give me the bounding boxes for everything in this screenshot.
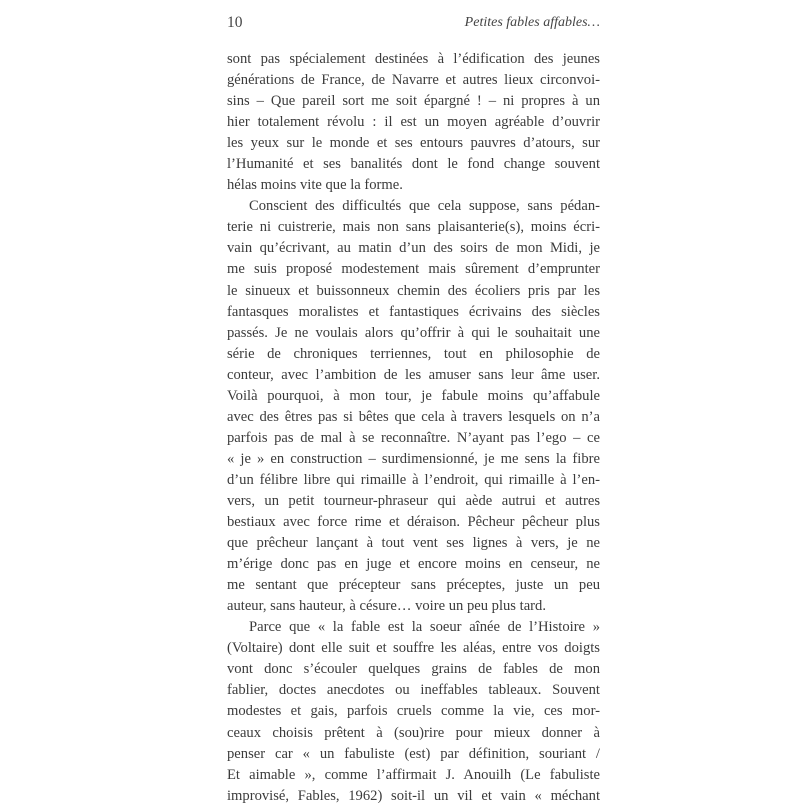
text-line: fablier, doctes anecdotes ou ineffables tableaux. Souvent [227, 682, 600, 699]
paragraph [227, 49, 600, 196]
text-line: générations de France, de Navarre et autres lieux circonvoi- [227, 72, 600, 89]
text-line: m’érige donc pas en juge et encore moins en censeur, ne [227, 556, 600, 573]
text-line: vers, un petit tourneur-phraseur qui aède autrui et autres [227, 492, 600, 509]
text-line: penser car « un fabuliste (est) par définition, souriant / [227, 745, 600, 762]
text-line: d’un félibre libre qui rimaille à l’endroit, qui rimaille à l’en- [227, 471, 600, 488]
text-line: avec des êtres pas si bêtes que cela à travers lesquels on n’a [227, 408, 600, 425]
text-line: que prêcheur lançant à tout vent ses lignes à vers, je ne [227, 535, 600, 552]
page-number: 10 [227, 14, 243, 31]
text-line: ceaux choisis prêtent à (sou)rire pour mieux donner à [227, 724, 600, 741]
text-line: « je » en construction – surdimensionné, je me sens la fibre [227, 450, 600, 467]
text-line: conteur, avec l’ambition de les amuser sans leur âme user. [227, 366, 600, 383]
text-line: sont pas spécialement destinées à l’édification des jeunes [227, 51, 600, 67]
text-line: parfois pas de mal à se reconnaître. N’ayant pas l’ego – ce [227, 429, 600, 446]
text-line: Conscient des difficultés que cela suppose, sans pédan- [249, 198, 600, 215]
text-line: vont donc s’écouler quelques grains de fables de mon [227, 661, 600, 678]
text-line: vain qu’écrivant, au matin d’un des soirs de mon Midi, je [227, 240, 600, 257]
running-head [227, 14, 600, 36]
text-line: bestiaux avec force rime et déraison. Pêcheur pêcheur plus [227, 514, 600, 531]
paragraph [227, 617, 600, 806]
paragraph [227, 196, 600, 617]
text-line: me sentant que précepteur sans préceptes, juste un peu [227, 577, 600, 594]
text-line: sins – Que pareil sort me soit épargné ! – ni propres à un [227, 93, 600, 110]
text-line: l’Humanité et ses banalités dont le fond change souvent [227, 156, 600, 173]
text-line: modestes et gais, parfois cruels comme la vie, ces mor- [227, 703, 600, 720]
text-line: hier totalement révolu : il est un moyen agréable d’ouvrir [227, 114, 600, 131]
body-text [227, 49, 600, 807]
running-title: Petites fables affables… [464, 15, 600, 30]
text-line: série de chroniques terriennes, tout en philosophie de [227, 345, 600, 362]
text-line: (Voltaire) dont elle suit et souffre les aléas, entre vos doigts [227, 640, 600, 657]
text-line: me suis proposé modestement mais sûrement d’emprunter [227, 261, 600, 278]
text-line: le sinueux et buissonneux chemin des écoliers pris par les [227, 282, 600, 299]
text-line: auteur, sans hauteur, à césure… voire un peu plus tard. [227, 598, 546, 615]
text-line: les yeux sur le monde et ses entours pauvres d’atours, sur [227, 135, 600, 152]
text-line: improvisé, Fables, 1962) soit-il un vil et vain « méchant [227, 787, 600, 804]
text-line: passés. Je ne voulais alors qu’offrir à qui le souhaitait une [227, 324, 600, 341]
text-line: fantasques moralistes et fantastiques écrivains des siècles [227, 303, 600, 320]
text-line: Parce que « la fable est la soeur aînée de l’Histoire » [249, 619, 600, 636]
text-line: Et aimable », comme l’affirmait J. Anouilh (Le fabuliste [227, 766, 600, 783]
text-line: Voilà pourquoi, à mon tour, je fabule moins qu’affabule [227, 387, 600, 404]
text-line: hélas moins vite que la forme. [227, 177, 403, 194]
text-line: terie ni cuistrerie, mais non sans plaisanterie(s), moins écri- [227, 219, 600, 236]
